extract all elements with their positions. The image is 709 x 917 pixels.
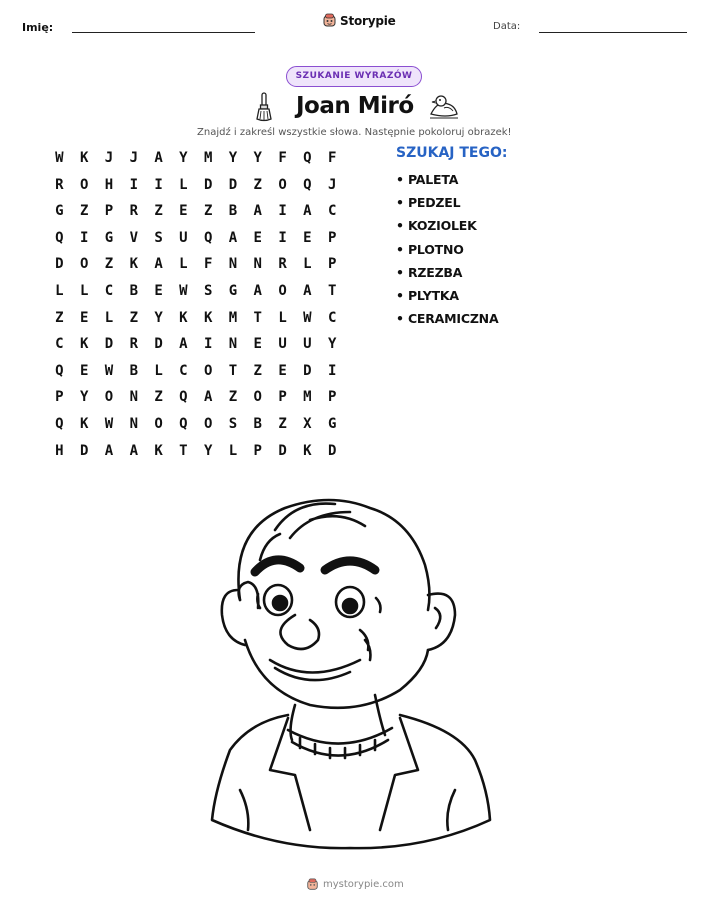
grid-letter[interactable]: L: [79, 282, 89, 299]
grid-letter[interactable]: E: [253, 336, 262, 353]
grid-letter[interactable]: C: [327, 309, 337, 326]
grid-letter[interactable]: L: [228, 442, 238, 459]
left-eyebrow: [255, 560, 300, 572]
word-item: • PLYTKA: [396, 287, 459, 303]
smile: [270, 660, 360, 673]
grid-letter[interactable]: I: [203, 336, 213, 353]
grid-letter[interactable]: T: [253, 309, 262, 326]
grid-letter[interactable]: L: [179, 176, 188, 193]
grid-letter[interactable]: L: [278, 309, 287, 326]
grid-letter[interactable]: Z: [253, 362, 262, 379]
left-ear: [222, 590, 245, 645]
grid-letter[interactable]: S: [228, 415, 238, 432]
grid-letter[interactable]: A: [154, 150, 163, 166]
grid-letter[interactable]: Z: [253, 176, 262, 193]
grid-row: [47, 254, 345, 281]
grid-letter[interactable]: I: [278, 203, 287, 220]
bird-icon: [428, 92, 460, 120]
grid-letter[interactable]: R: [129, 203, 138, 220]
grid-letter[interactable]: E: [179, 203, 188, 220]
grid-letter[interactable]: U: [278, 336, 287, 353]
grid-letter[interactable]: Q: [203, 229, 213, 246]
grid-letter[interactable]: J: [129, 150, 138, 166]
grid-letter[interactable]: P: [327, 389, 337, 406]
activity-badge: SZUKANIE WYRAZÓW: [286, 66, 422, 87]
grid-letter[interactable]: W: [55, 150, 64, 166]
grid-letter[interactable]: B: [129, 282, 138, 299]
grid-letter[interactable]: N: [253, 256, 262, 273]
grid-letter[interactable]: G: [228, 282, 238, 299]
grid-letter[interactable]: A: [203, 389, 213, 406]
grid-letter[interactable]: M: [203, 150, 213, 166]
grid-letter[interactable]: F: [278, 150, 287, 166]
grid-letter[interactable]: E: [278, 362, 287, 379]
grid-row: [47, 201, 345, 228]
grid-letter[interactable]: H: [55, 442, 64, 459]
grid-letter[interactable]: Z: [129, 309, 138, 326]
grid-letter[interactable]: S: [154, 229, 163, 246]
grid-letter[interactable]: P: [327, 229, 337, 246]
face-outline: [245, 640, 428, 708]
grid-letter[interactable]: Z: [55, 309, 64, 326]
grid-letter[interactable]: K: [179, 309, 188, 326]
paintbrush-icon: [252, 92, 276, 122]
brand-logo: [322, 13, 396, 28]
grid-letter[interactable]: D: [154, 336, 163, 353]
word-list: [396, 172, 498, 334]
grid-letter[interactable]: O: [154, 415, 163, 432]
grid-row: [47, 414, 345, 441]
grid-letter[interactable]: G: [104, 229, 114, 246]
grid-letter[interactable]: G: [327, 415, 337, 432]
grid-letter[interactable]: L: [55, 282, 64, 299]
grid-letter[interactable]: E: [79, 309, 89, 326]
grid-letter[interactable]: I: [278, 229, 287, 246]
grid-letter[interactable]: A: [303, 203, 312, 220]
grid-letter[interactable]: U: [179, 229, 188, 246]
word-item: • PALETA: [396, 172, 459, 187]
grid-letter[interactable]: A: [253, 282, 262, 299]
grid-letter[interactable]: O: [104, 389, 114, 406]
grid-letter[interactable]: K: [303, 442, 312, 459]
grid-letter[interactable]: Z: [278, 415, 287, 432]
grid-letter[interactable]: E: [303, 229, 312, 246]
grid-letter[interactable]: R: [55, 176, 64, 193]
grid-letter[interactable]: K: [203, 309, 213, 326]
grid-letter[interactable]: I: [79, 229, 89, 246]
grid-letter[interactable]: A: [253, 203, 262, 220]
grid-letter[interactable]: Y: [79, 389, 89, 406]
footer-url[interactable]: mystorypie.com: [323, 879, 404, 890]
grid-letter[interactable]: L: [154, 362, 163, 379]
grid-letter[interactable]: I: [154, 176, 163, 193]
grid-letter[interactable]: K: [79, 415, 89, 432]
grid-letter[interactable]: Z: [79, 203, 89, 220]
grid-row: [47, 148, 345, 175]
grid-row: [47, 334, 345, 361]
grid-letter[interactable]: D: [278, 442, 287, 459]
grid-letter[interactable]: Y: [327, 336, 337, 353]
sweater-collar: [288, 728, 392, 756]
grid-letter[interactable]: C: [55, 336, 64, 353]
right-eyebrow: [325, 561, 375, 570]
grid-letter[interactable]: N: [129, 389, 138, 406]
grid-letter[interactable]: Q: [303, 176, 312, 193]
grid-letter[interactable]: A: [104, 442, 114, 459]
grid-letter[interactable]: A: [179, 336, 188, 353]
grid-letter[interactable]: M: [228, 309, 238, 326]
grid-letter[interactable]: C: [327, 203, 337, 220]
grid-letter[interactable]: M: [303, 389, 312, 406]
grid-letter[interactable]: Y: [253, 150, 262, 166]
grid-letter[interactable]: I: [327, 362, 337, 379]
nose: [280, 615, 319, 649]
brand-name: Storypie: [340, 13, 396, 28]
name-label: Imię:: [22, 21, 54, 34]
grid-letter[interactable]: E: [79, 362, 89, 379]
grid-letter[interactable]: D: [203, 176, 213, 193]
grid-letter[interactable]: P: [104, 203, 114, 220]
grid-letter[interactable]: D: [327, 442, 337, 459]
storypie-logo-icon: [306, 878, 319, 891]
grid-letter[interactable]: Y: [203, 442, 213, 459]
grid-letter[interactable]: D: [228, 176, 238, 193]
word-list-title: SZUKAJ TEGO:: [396, 145, 508, 161]
grid-letter[interactable]: A: [303, 282, 312, 299]
page-title: Joan Miró: [296, 93, 414, 119]
grid-letter[interactable]: B: [253, 415, 262, 432]
grid-letter[interactable]: Z: [203, 203, 213, 220]
instructions: Znajdź i zakreśl wszystkie słowa. Następnie pokoloruj obrazek!: [197, 127, 512, 138]
grid-letter[interactable]: C: [104, 282, 114, 299]
grid-letter[interactable]: O: [253, 389, 262, 406]
grid-letter[interactable]: D: [55, 256, 64, 273]
grid-letter[interactable]: S: [203, 282, 213, 299]
grid-letter[interactable]: Q: [55, 415, 64, 432]
grid-letter[interactable]: N: [228, 336, 238, 353]
grid-letter[interactable]: H: [104, 176, 114, 193]
grid-letter[interactable]: A: [129, 442, 138, 459]
grid-letter[interactable]: Y: [179, 150, 188, 166]
grid-row: [47, 228, 345, 255]
grid-letter[interactable]: W: [303, 309, 312, 326]
grid-letter[interactable]: N: [129, 415, 138, 432]
grid-row: [47, 387, 345, 414]
grid-letter[interactable]: C: [179, 362, 188, 379]
grid-letter[interactable]: L: [303, 256, 312, 273]
grid-letter[interactable]: Q: [303, 150, 312, 166]
coloring-portrait[interactable]: [200, 490, 500, 850]
grid-letter[interactable]: D: [303, 362, 312, 379]
grid-letter[interactable]: W: [104, 415, 114, 432]
grid-row: [47, 281, 345, 308]
grid-letter[interactable]: R: [129, 336, 138, 353]
storypie-logo-icon: [322, 13, 337, 28]
grid-letter[interactable]: N: [228, 256, 238, 273]
grid-letter[interactable]: O: [278, 176, 287, 193]
grid-letter[interactable]: K: [79, 336, 89, 353]
grid-letter[interactable]: J: [104, 150, 114, 166]
grid-letter[interactable]: O: [203, 415, 213, 432]
grid-letter[interactable]: Q: [55, 229, 64, 246]
grid-letter[interactable]: K: [129, 256, 138, 273]
right-ear: [428, 594, 455, 650]
grid-letter[interactable]: K: [79, 150, 89, 166]
grid-row: [47, 308, 345, 335]
grid-letter[interactable]: O: [203, 362, 213, 379]
grid-letter[interactable]: W: [104, 362, 114, 379]
word-item: • PLOTNO: [396, 241, 464, 257]
grid-letter[interactable]: O: [278, 282, 287, 299]
grid-letter[interactable]: P: [55, 389, 64, 406]
word-search-grid[interactable]: [47, 148, 345, 467]
grid-letter[interactable]: Q: [179, 389, 188, 406]
grid-row: [47, 361, 345, 388]
grid-letter[interactable]: Y: [228, 150, 238, 166]
grid-letter[interactable]: F: [327, 150, 337, 166]
grid-letter[interactable]: P: [278, 389, 287, 406]
grid-letter[interactable]: Y: [154, 309, 163, 326]
name-field-line[interactable]: [72, 32, 255, 33]
grid-letter[interactable]: T: [179, 442, 188, 459]
grid-letter[interactable]: A: [154, 256, 163, 273]
grid-letter[interactable]: Q: [55, 362, 64, 379]
grid-letter[interactable]: L: [179, 256, 188, 273]
grid-letter[interactable]: P: [327, 256, 337, 273]
grid-letter[interactable]: Z: [104, 256, 114, 273]
word-item: • RZEZBA: [396, 264, 463, 280]
grid-letter[interactable]: P: [253, 442, 262, 459]
grid-letter[interactable]: J: [327, 176, 337, 193]
grid-letter[interactable]: Z: [228, 389, 238, 406]
grid-letter[interactable]: U: [303, 336, 312, 353]
word-item: • PEDZEL: [396, 195, 461, 211]
date-label: Data:: [493, 21, 521, 32]
grid-letter[interactable]: L: [104, 309, 114, 326]
grid-letter[interactable]: T: [228, 362, 238, 379]
grid-letter[interactable]: Q: [179, 415, 188, 432]
date-field-line[interactable]: [539, 32, 687, 33]
grid-letter[interactable]: E: [253, 229, 262, 246]
grid-letter[interactable]: O: [79, 256, 89, 273]
grid-letter[interactable]: I: [129, 176, 138, 193]
grid-letter[interactable]: D: [104, 336, 114, 353]
grid-letter[interactable]: X: [303, 415, 312, 432]
word-item: • KOZIOLEK: [396, 218, 477, 234]
grid-letter[interactable]: G: [55, 203, 64, 220]
grid-letter[interactable]: T: [327, 282, 337, 299]
grid-letter[interactable]: V: [129, 229, 138, 246]
grid-letter[interactable]: K: [154, 442, 163, 459]
grid-letter[interactable]: E: [154, 282, 163, 299]
grid-letter[interactable]: Z: [154, 203, 163, 220]
footer: [306, 878, 404, 891]
grid-letter[interactable]: D: [79, 442, 89, 459]
grid-letter[interactable]: F: [203, 256, 213, 273]
grid-letter[interactable]: R: [278, 256, 287, 273]
grid-row: [47, 441, 345, 468]
neck: [291, 695, 385, 740]
grid-row: [47, 175, 345, 202]
word-item: • CERAMICZNA: [396, 311, 499, 327]
grid-letter[interactable]: B: [129, 362, 138, 379]
grid-letter[interactable]: W: [179, 282, 188, 299]
grid-letter[interactable]: Z: [154, 389, 163, 406]
grid-letter[interactable]: A: [228, 229, 238, 246]
grid-letter[interactable]: O: [79, 176, 89, 193]
grid-letter[interactable]: B: [228, 203, 238, 220]
